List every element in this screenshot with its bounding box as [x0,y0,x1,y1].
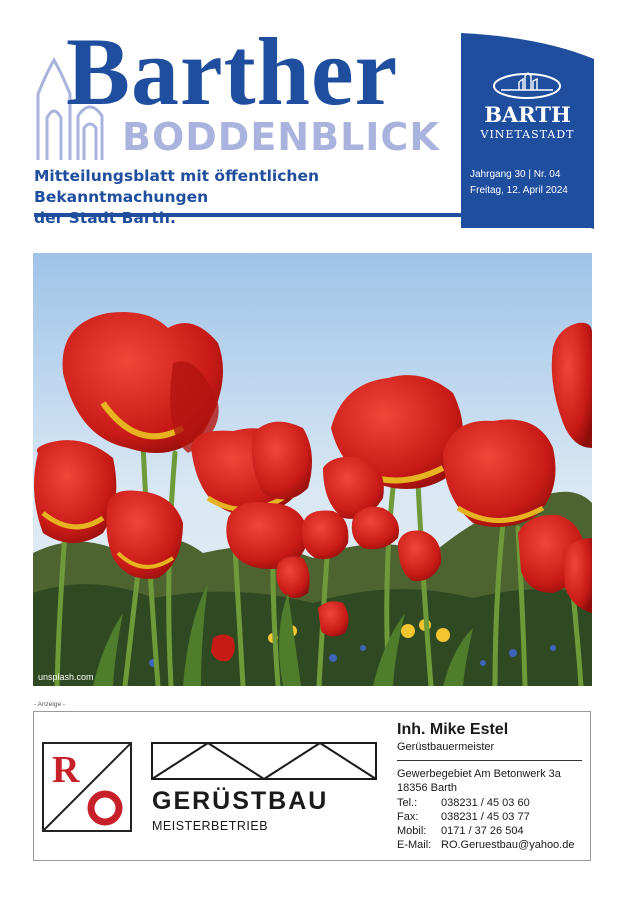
ad-logo-subword: MEISTERBETRIEB [152,819,269,833]
tagline-line-2: der Stadt Barth. [34,209,176,227]
issue-date: Freitag, 12. April 2024 [470,185,568,196]
masthead-title: Barther [66,18,399,125]
ad-contact-email [397,840,574,851]
tagline-line-1: Mitteilungsblatt mit öffentlichen Bekanntmachungen [34,167,319,206]
tulips-illustration [33,253,592,686]
ad-contact-phone [397,798,530,809]
contact-label: Mobil: [397,825,427,837]
ad-logo-word: GERÜSTBAU [152,787,329,815]
contact-value: 038231 / 45 03 77 [441,811,530,823]
barth-city-logo-icon [491,71,563,101]
brand-tagline: VINETASTADT [480,128,575,141]
ro-company-logo-icon [42,742,132,832]
contact-label: Fax: [397,811,419,823]
contact-value: 038231 / 45 03 60 [441,797,530,809]
ad-contact-fax [397,812,530,823]
ad-address-line-1: Gewerbegebiet Am Betonwerk 3a [397,768,561,780]
contact-value: 0171 / 37 26 504 [441,825,524,837]
contact-value: RO.Geruestbau@yahoo.de [441,839,575,851]
ad-divider [397,760,582,761]
brand-name: BARTH [484,102,571,127]
svg-text:R: R [52,749,80,791]
contact-label: Tel.: [397,797,418,809]
photo-credit: unsplash.com [38,672,94,682]
masthead-subtitle: BODDENBLICK [122,115,440,159]
contact-label: E-Mail: [397,839,432,851]
cover-photo [33,253,592,686]
ad-trade: Gerüstbauermeister [397,741,495,753]
ad-owner: Inh. Mike Estel [397,721,509,738]
ad-contact-mobile [397,826,524,837]
ad-address-line-2: 18356 Barth [397,782,457,794]
issue-number: Jahrgang 30 | Nr. 04 [470,169,561,180]
ad-label: - Anzeige - [34,701,66,708]
